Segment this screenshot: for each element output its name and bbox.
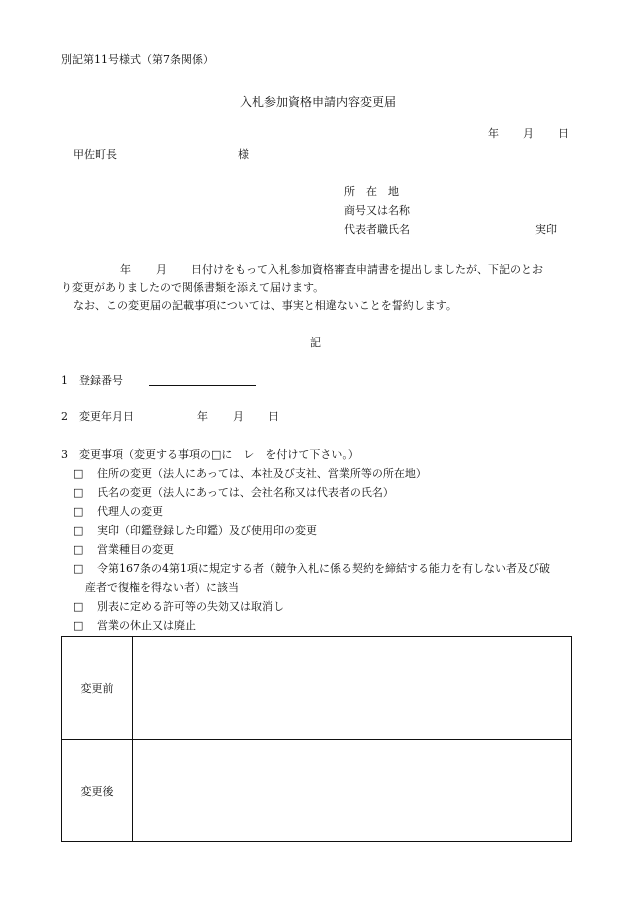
addressee-honorific: 様 bbox=[238, 148, 249, 161]
option-license: 別表に定める許可等の失効又は取消し bbox=[97, 600, 284, 613]
change-date-day: 日 bbox=[268, 410, 279, 423]
change-date-year: 年 bbox=[197, 410, 208, 423]
body-month: 月 bbox=[156, 263, 167, 276]
option-disqualified: 令第167条の4第1項に規定する者（競争入札に係る契約を締結する能力を有しない者及び破 bbox=[97, 562, 550, 575]
option-agent: 代理人の変更 bbox=[97, 505, 163, 518]
option-seal: 実印（印鑑登録した印鑑）及び使用印の変更 bbox=[97, 524, 317, 537]
date-month: 月 bbox=[523, 127, 534, 140]
before-value[interactable] bbox=[133, 637, 572, 740]
table-row-after bbox=[62, 740, 572, 842]
after-label: 変更後 bbox=[62, 740, 133, 842]
body-line3: なお、この変更届の記載事項については、事実と相違ないことを誓約します。 bbox=[73, 299, 457, 312]
checkbox-suspension[interactable]: □ bbox=[73, 619, 84, 632]
option-disqualified-cont: 産者で復権を得ない者）に該当 bbox=[85, 581, 239, 594]
registration-number-label: 1 登録番号 bbox=[61, 374, 123, 387]
option-name: 氏名の変更（法人にあっては、会社名称又は代表者の氏名） bbox=[97, 486, 394, 499]
registration-number-field[interactable] bbox=[149, 385, 256, 386]
date-year: 年 bbox=[488, 127, 499, 140]
checkbox-seal[interactable]: □ bbox=[73, 524, 84, 537]
checkbox-license[interactable]: □ bbox=[73, 600, 84, 613]
body-year: 年 bbox=[120, 263, 131, 276]
body-line1: 日付けをもって入札参加資格審査申請書を提出しましたが、下記のとお bbox=[191, 263, 543, 276]
change-date-label: 2 変更年月日 bbox=[61, 410, 134, 423]
option-address: 住所の変更（法人にあっては、本社及び支社、営業所等の所在地） bbox=[97, 467, 427, 480]
change-date-month: 月 bbox=[233, 410, 244, 423]
checkbox-agent[interactable]: □ bbox=[73, 505, 84, 518]
change-table bbox=[61, 636, 572, 842]
checkbox-disqualified[interactable]: □ bbox=[73, 562, 84, 575]
checkbox-address[interactable]: □ bbox=[73, 467, 84, 480]
checkbox-name[interactable]: □ bbox=[73, 486, 84, 499]
addressee-name: 甲佐町長 bbox=[73, 148, 117, 161]
seal-label: 実印 bbox=[535, 223, 557, 236]
company-name-label: 商号又は名称 bbox=[344, 204, 410, 217]
representative-label: 代表者職氏名 bbox=[344, 223, 410, 236]
date-day: 日 bbox=[558, 127, 569, 140]
before-label: 変更前 bbox=[62, 637, 133, 740]
ki-heading: 記 bbox=[310, 336, 321, 349]
address-label: 所 在 地 bbox=[344, 185, 399, 198]
form-id: 別記第11号様式（第7条関係） bbox=[61, 53, 214, 66]
body-line2: り変更がありましたので関係書類を添えて届けます。 bbox=[61, 281, 325, 294]
page-title: 入札参加資格申請内容変更届 bbox=[240, 95, 397, 109]
checkbox-business-type[interactable]: □ bbox=[73, 543, 84, 556]
option-business-type: 営業種目の変更 bbox=[97, 543, 174, 556]
table-row-before bbox=[62, 637, 572, 740]
after-value[interactable] bbox=[133, 740, 572, 842]
option-suspension: 営業の休止又は廃止 bbox=[97, 619, 196, 632]
change-matters-label: 3 変更事項（変更する事項の□に レ を付けて下さい。） bbox=[61, 448, 359, 461]
